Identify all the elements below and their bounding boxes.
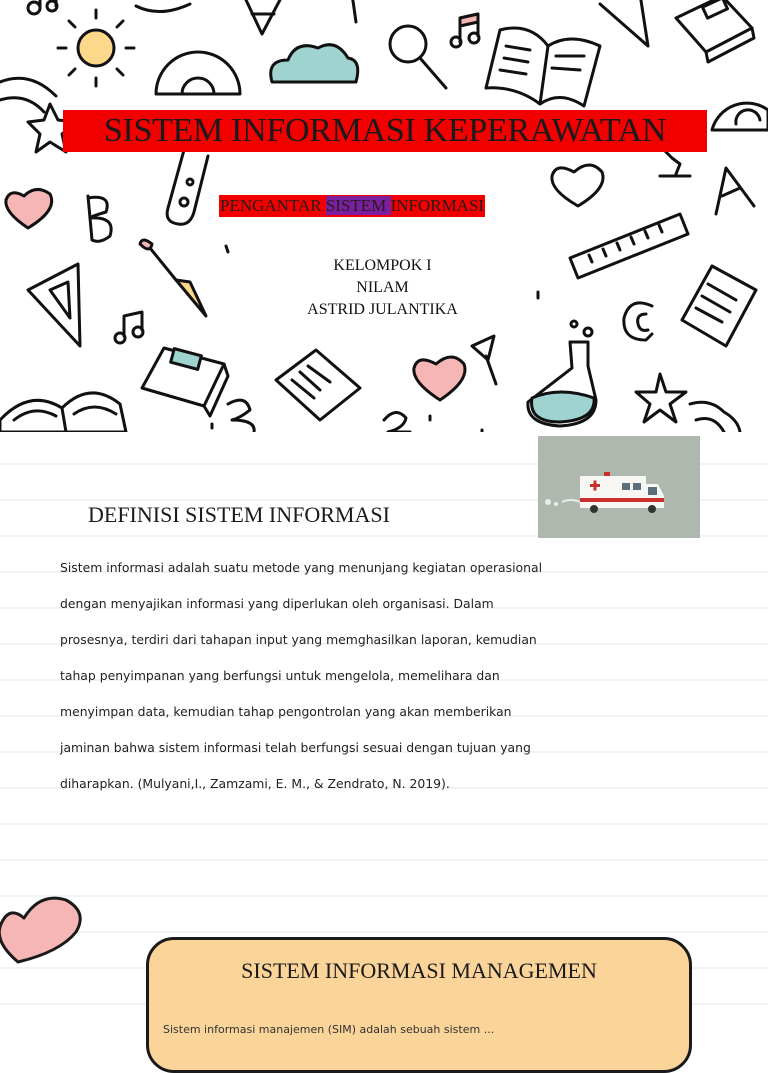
presentation-title: SISTEM INFORMASI KEPERAWATAN [63,110,707,152]
protractor-icon [156,52,240,94]
letter-a-icon [246,0,282,34]
box-title: SISTEM INFORMASI MANAGEMEN [241,958,597,983]
ambulance-image [538,436,700,538]
group-members [250,255,515,321]
heart-icon [0,882,90,972]
number-2-icon [384,412,410,432]
box-text: Sistem informasi manajemen (SIM) adalah sebuah sistem ... [163,1023,495,1036]
sun-icon [58,10,134,86]
group-name: KELOMPOK I [333,257,432,274]
flask-icon [660,150,690,176]
flask-icon [528,321,596,426]
subtitle-part-sistem: SISTEM [325,196,391,215]
heart-icon [414,357,465,400]
letter-a-icon [716,168,754,214]
pencil-icon [136,4,190,12]
definition-paragraph [60,558,700,810]
letter-c-icon [624,303,652,340]
paragraph-line: jaminan bahwa sistem informasi telah berfungsi sesuai dengan tujuan yang [60,740,531,755]
test-tube-icon [167,150,208,224]
letter-b-icon [88,196,111,241]
presentation-subtitle [219,195,485,217]
paragraph-line: menyimpan data, kemudian tahap pengontrolan yang akan memberikan [60,704,512,719]
number-3-icon [228,400,254,432]
protractor-icon [712,103,768,130]
paragraph-line: diharapkan. (Mulyani,I., Zamzami, E. M., & Zendrato, N. 2019). [60,776,450,791]
paragraph-line: dengan menyajikan informasi yang diperlukan oleh organisasi. Dalam [60,596,494,611]
music-note-icon [115,312,143,343]
open-book-icon [486,28,600,106]
pushpin-icon [472,336,496,384]
paintbrush-icon [140,240,206,316]
sim-info-box [146,937,692,1073]
paragraph-line: Sistem informasi adalah suatu metode yang menunjang kegiatan operasional [60,560,543,575]
member-name: NILAM [356,279,409,296]
ambulance-icon [538,436,700,538]
triangle-ruler-icon [600,0,648,46]
subtitle-part-informasi: INFORMASI [390,196,485,215]
ruler-icon [570,214,688,278]
shooting-star-icon [636,374,740,432]
triangle-ruler-icon [28,264,80,346]
book-icon [142,348,228,416]
member-name: ASTRID JULANTIKA [307,301,458,318]
paragraph-line: prosesnya, terdiri dari tahapan input yang memghasilkan laporan, kemudian [60,632,537,647]
open-book-icon [0,393,126,432]
document-icon [276,350,360,420]
book-icon [676,0,754,62]
title-slide [0,0,768,432]
definition-slide [0,432,768,1036]
paragraph-line: tahap penyimpanan yang berfungsi untuk mengelola, memelihara dan [60,668,500,683]
cloud-icon [271,45,358,82]
heart-icon [552,165,603,206]
document-icon [682,266,756,346]
music-note-icon [28,0,57,14]
heart-icon [6,189,52,228]
magnifier-icon [390,26,446,88]
section-title: DEFINISI SISTEM INFORMASI [88,502,390,527]
subtitle-part-pengantar: PENGANTAR [220,196,326,215]
pen-icon [352,0,356,22]
music-note-icon [451,14,479,47]
